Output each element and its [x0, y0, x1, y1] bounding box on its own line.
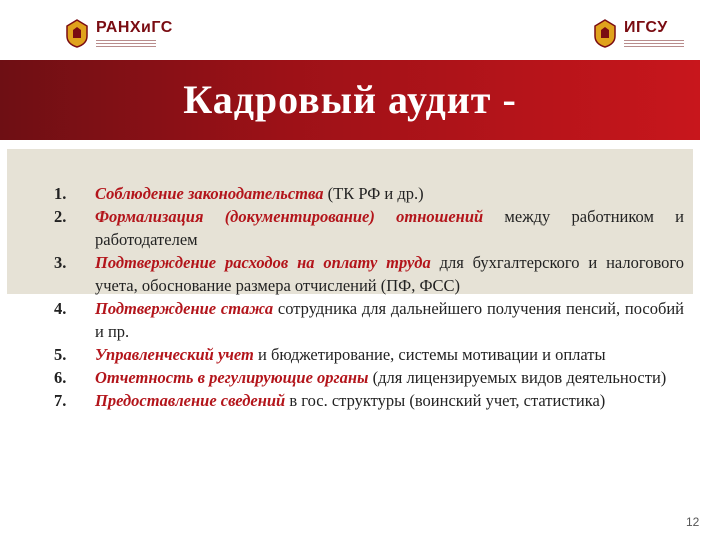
logo-right-text: ИГСУ [624, 18, 668, 36]
item-highlight: Подтверждение стажа [95, 299, 274, 318]
emblem-icon [64, 18, 90, 48]
item-number: 6. [54, 368, 67, 387]
item-highlight: Управленческий учет [95, 345, 254, 364]
item-text [95, 251, 684, 297]
list-item [54, 389, 684, 412]
list-item [54, 251, 684, 297]
list-item [54, 366, 684, 389]
list-item [54, 182, 684, 205]
title-banner [0, 60, 700, 140]
item-rest: в гос. структуры (воинский учет, статистика) [285, 391, 606, 410]
item-text [95, 297, 684, 343]
emblem-icon [592, 18, 618, 48]
item-highlight: Соблюдение законодательства [95, 184, 324, 203]
item-number: 3. [54, 253, 67, 272]
list-item [54, 205, 684, 251]
item-rest: сотрудника для дальнейшего получения пенсий, пособий и пр. [95, 299, 685, 341]
item-number: 7. [54, 391, 67, 410]
item-text [95, 389, 684, 412]
item-rest: для бухгалтерского и налогового учета, обоснование размера отчислений (ПФ, ФСС) [95, 253, 684, 295]
item-number: 1. [54, 184, 67, 203]
item-text [95, 205, 684, 251]
ranepa-logo [64, 18, 173, 48]
item-rest: между работником и работодателем [95, 207, 684, 249]
item-rest: (ТК РФ и др.) [323, 184, 424, 203]
item-number: 5. [54, 345, 67, 364]
logo-left-subtitle [96, 40, 156, 48]
item-highlight: Предоставление сведений [95, 391, 286, 410]
item-text [95, 366, 684, 389]
item-number: 2. [54, 207, 67, 226]
list-item [54, 297, 684, 343]
page-number: 12 [686, 515, 700, 529]
igsu-logo [592, 18, 684, 48]
item-rest: (для лицензируемых видов деятельности) [368, 368, 667, 387]
item-highlight: Подтверждение расходов на оплату труда [95, 253, 431, 272]
item-text [95, 182, 684, 205]
list-item [54, 343, 684, 366]
logo-left-text: РАНХиГС [96, 18, 173, 36]
logo-right-subtitle [624, 40, 684, 48]
item-highlight: Формализация (документирование) отношений [95, 207, 484, 226]
item-rest: и бюджетирование, системы мотивации и оплаты [253, 345, 606, 364]
slide-title: Кадровый аудит - [183, 77, 517, 122]
item-number: 4. [54, 299, 67, 318]
item-text [95, 343, 684, 366]
audit-list [54, 182, 684, 412]
item-highlight: Отчетность в регулирующие органы [95, 368, 369, 387]
